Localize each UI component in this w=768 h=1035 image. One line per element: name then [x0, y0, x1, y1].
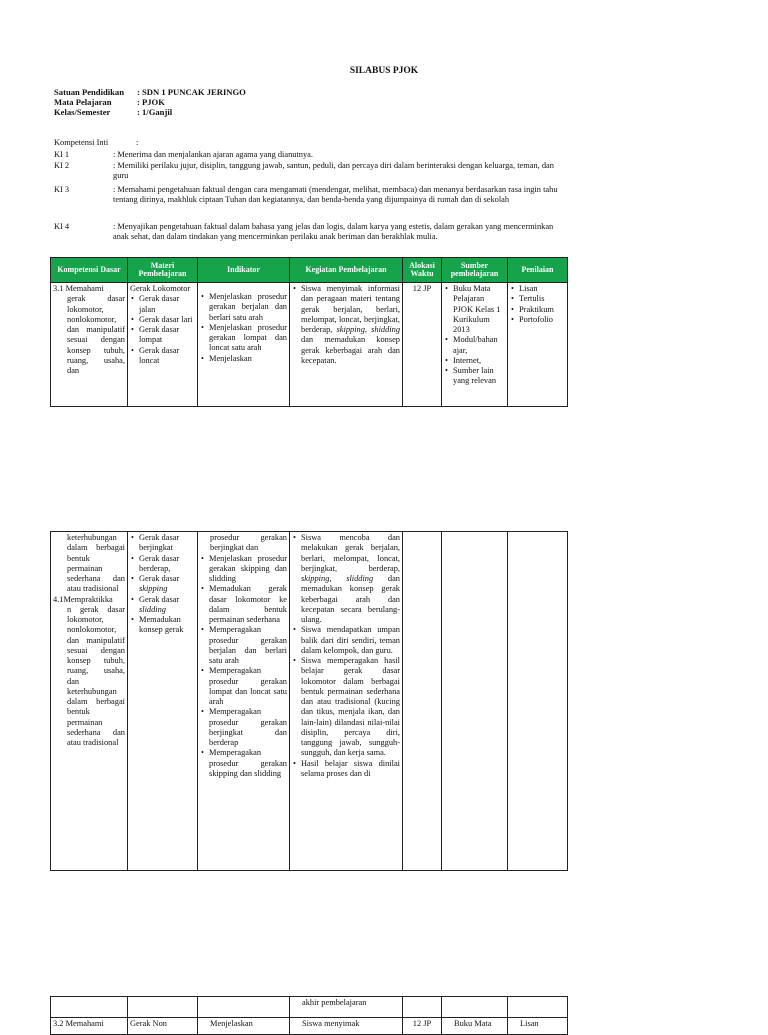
cell-materi	[128, 532, 198, 871]
sumber-item: • Sumber lain yang relevan	[444, 366, 505, 387]
materi-item: • Memadukan konsep gerak	[130, 615, 195, 636]
materi-item: • Gerak dasar berderap,	[130, 554, 195, 575]
kegiatan-item: • Hasil belajar siswa dinilai selama proses dan di	[292, 759, 400, 780]
penilaian-item: • Portofolio	[510, 315, 565, 325]
table-header-row	[51, 258, 568, 283]
ki-text: : Menyajikan pengetahuan faktual dalam bahasa yang jelas dan logis, dalam karya yang estetis, dalam gerakan yang mencerminkan anak sehat, dan dalam tindakan yang mencerminkan perilaku anak beriman dan berakhlak mulia.	[113, 222, 554, 242]
meta-label: Kelas/Semester	[54, 107, 111, 117]
ki-text: : Memiliki perilaku jujur, disiplin, tanggung jawab, santun, peduli, dan percaya diri dalam berinteraksi dengan keluarga, teman, dan guru	[113, 161, 554, 181]
cell-sumber	[442, 1018, 508, 1035]
materi-item: • Gerak dasar jalan	[130, 294, 195, 315]
indikator-item: • Memperagakan prosedur gerakan skipping dan slidding	[200, 748, 287, 779]
cell-kegiatan	[290, 532, 403, 871]
penilaian-item: Lisan	[520, 1019, 539, 1028]
cell-kd	[51, 283, 128, 407]
header-indikator: Indikator	[198, 258, 290, 283]
ki-text: : Memahami pengetahuan faktual dengan cara mengamati (mendengar, melihat, membaca) dan menanya berdasarkan rasa ingin tahu tentang dirinya, makhluk ciptaan Tuhan dan kegiatannya, dan benda-benda yang dijumpainya di rumah dan di sekolah	[113, 185, 558, 205]
indikator-item: • Menjelaskan prosedur gerakan berjalan dan berlari satu arah	[200, 292, 287, 323]
indikator-item: Menjelaskan	[210, 1019, 253, 1028]
kegiatan-text: dan memadukan konsep gerak keberbagai arah dan kecepatan secara berulang-ulang.	[301, 574, 400, 624]
meta-value: : PJOK	[137, 97, 165, 107]
cell-indikator	[198, 283, 290, 407]
table-row	[51, 532, 568, 871]
meta-row-satuan	[54, 87, 246, 97]
ki-code: KI 2	[54, 161, 70, 170]
cell-kegiatan	[290, 997, 403, 1018]
header-penilaian: Penilaian	[508, 258, 568, 283]
header-materi: Materi Pembelajaran	[128, 258, 198, 283]
kd-number: 4.1Mempraktikka	[53, 594, 113, 604]
header-kompetensi-dasar: Kompetensi Dasar	[51, 258, 128, 283]
ki-item-4	[54, 222, 554, 244]
indikator-item: • Memperagakan prosedur gerakan lompat dan loncat satu arah	[200, 666, 287, 707]
cell-sumber	[442, 283, 508, 407]
cell-materi	[128, 283, 198, 407]
kegiatan-text: akhir pembelajaran	[302, 998, 367, 1007]
ki-text: : Menerima dan menjalankan ajaran agama yang dianutnya.	[113, 150, 313, 159]
penilaian-item: • Tertulis	[510, 294, 565, 304]
sumber-item: Buku Mata	[454, 1019, 492, 1028]
materi-italic: slidding	[139, 604, 166, 614]
meta-label: Mata Pelajaran	[54, 97, 112, 107]
kegiatan-text: dan memadukan konsep gerak keberbagai arah dan kecepatan.	[301, 335, 400, 365]
materi-item: • Gerak dasar lompat	[130, 325, 195, 346]
ki-item-2	[54, 161, 554, 183]
kegiatan-italic: skipping	[336, 325, 365, 334]
materi-italic: skipping	[139, 584, 168, 594]
indikator-item: • Memperagakan prosedur gerakan berjingkat dan berderap	[200, 707, 287, 748]
cell-penilaian	[508, 1018, 568, 1035]
header-sumber: Sumber pembelajaran	[442, 258, 508, 283]
kd-text: keterhubungan dalam berbagai bentuk permainan sederhana dan atau tradisional	[67, 533, 125, 594]
cell-sumber	[442, 997, 508, 1018]
indikator-item: • Menjelaskan	[200, 354, 287, 364]
meta-row-mapel	[54, 97, 246, 107]
kegiatan-italic: shidding	[371, 325, 400, 334]
kegiatan-text: Siswa menyimak informasi dan peragaan materi tentang gerak berjalan, berlari, melompat, loncat, berjingkat, berderap,	[301, 284, 400, 334]
kegiatan-italic: skipping, slidding	[301, 574, 374, 583]
materi-item: • Gerak dasar lari	[130, 315, 195, 325]
ki-heading-colon: :	[136, 138, 139, 147]
table-row	[51, 997, 568, 1018]
sumber-item: • Modul/bahan ajar,	[444, 335, 505, 356]
document-meta	[54, 87, 246, 117]
materi-item: • Gerak dasar loncat	[130, 346, 195, 367]
kegiatan-item: • Siswa menyimak informasi dan peragaan materi tentang gerak berjalan, berlari, melompat, loncat, berjingkat, berderap, skipping, shidding dan memadukan konsep gerak keberbagai arah dan kecepatan.	[292, 284, 400, 366]
kd-text: gerak dasar lokomotor, nonlokomotor, dan manipulatif sesuai dengan konsep tubuh, ruang, usaha, dan	[67, 294, 125, 375]
cell-penilaian	[508, 283, 568, 407]
cell-kd	[51, 1018, 128, 1035]
materi-lead: Gerak Lokomotor	[130, 284, 191, 293]
syllabus-table-page-3	[50, 996, 568, 1035]
sumber-item: • Buku Mata Pelajaran PJOK Kelas 1 Kurikulum 2013	[444, 284, 505, 335]
cell-materi	[128, 1018, 198, 1035]
materi-lead: Gerak Non	[130, 1019, 167, 1028]
kd-text: n gerak dasar lokomotor, nonlokomotor, dan manipulatif sesuai dengan konsep tubuh, ruang, usaha, dan keterhubungan dalam berbagai bentuk permainan sederhana dan atau tradisional	[67, 604, 125, 747]
header-alokasi: Alokasi Waktu	[403, 258, 442, 283]
meta-value: : SDN 1 PUNCAK JERINGO	[137, 87, 246, 97]
kegiatan-item	[292, 533, 400, 625]
cell-indikator	[198, 997, 290, 1018]
ki-code: KI 3	[54, 185, 70, 194]
kegiatan-item: • Siswa mendapatkan umpan balik dari diri sendiri, teman dalam kelompok, dan guru.	[292, 625, 400, 656]
kegiatan-item: Siswa menyimak	[302, 1019, 360, 1028]
cell-alokasi	[403, 1018, 442, 1035]
syllabus-table-page-2	[50, 531, 568, 871]
indikator-item: • Memperagakan prosedur gerakan berjalan dan berlari satu arah	[200, 625, 287, 666]
header-kegiatan: Kegiatan Pembelajaran	[290, 258, 403, 283]
meta-row-kelas	[54, 107, 246, 117]
cell-indikator	[198, 532, 290, 871]
alokasi-value: 12 JP	[412, 1019, 432, 1028]
cell-kegiatan	[290, 283, 403, 407]
cell-alokasi	[403, 997, 442, 1018]
alokasi-value: 12 JP	[412, 284, 432, 293]
cell-sumber	[442, 532, 508, 871]
table-row	[51, 1018, 568, 1035]
ki-code: KI 1	[54, 150, 70, 159]
kegiatan-item: • Siswa memperagakan hasil belajar gerak dasar lokomotor dalam berbagai bentuk permainan sederhana dan atau tradisional (kucing dan tikus, menjala ikan, dan lain-lain) dilandasi nilai-nilai disiplin, percaya diri, tanggung jawab, sungguh-sungguh, dan kerja sama.	[292, 656, 400, 759]
meta-label: Satuan Pendidikan	[54, 87, 124, 97]
cell-kd	[51, 532, 128, 871]
cell-alokasi	[403, 532, 442, 871]
materi-text: Gerak dasar	[139, 594, 180, 604]
materi-text: Gerak dasar	[139, 574, 180, 583]
cell-alokasi	[403, 283, 442, 407]
indikator-item: • Memadukan gerak dasar lokomotor ke dalam bentuk permainan sederhana	[200, 584, 287, 625]
ki-code: KI 4	[54, 222, 70, 231]
cell-penilaian	[508, 532, 568, 871]
cell-penilaian	[508, 997, 568, 1018]
kd-number: 3.1 Memahami	[53, 284, 104, 293]
indikator-item: • Menjelaskan prosedur gerakan skipping dan slidding	[200, 554, 287, 585]
materi-item: • Gerak dasar berjingkat	[130, 533, 195, 554]
cell-kd	[51, 997, 128, 1018]
ki-item-3	[54, 185, 558, 219]
ki-heading	[54, 138, 139, 148]
indikator-lead: prosedur gerakan berjingkat dan	[210, 533, 287, 553]
sumber-item: • Internet,	[444, 356, 505, 366]
materi-item	[130, 595, 195, 616]
materi-item	[130, 574, 195, 595]
kd-number: 3.2 Memahami	[53, 1019, 104, 1028]
penilaian-item: • Praktikum	[510, 305, 565, 315]
indikator-item: • Menjelaskan prosedur gerakan lompat dan loncat satu arah	[200, 323, 287, 354]
penilaian-item: • Lisan	[510, 284, 565, 294]
table-row	[51, 283, 568, 407]
document-title: SILABUS PJOK	[349, 66, 419, 76]
cell-materi	[128, 997, 198, 1018]
kegiatan-text: Siswa mencoba dan melakukan gerak berjalan, berlari, melompat, loncat, berjingkat, berderap,	[301, 533, 400, 573]
ki-heading-label: Kompetensi Inti	[54, 138, 109, 147]
syllabus-table-page-1	[50, 257, 568, 407]
ki-item-1	[54, 150, 554, 160]
cell-indikator	[198, 1018, 290, 1035]
meta-value: : 1/Ganjil	[137, 107, 173, 117]
cell-kegiatan	[290, 1018, 403, 1035]
